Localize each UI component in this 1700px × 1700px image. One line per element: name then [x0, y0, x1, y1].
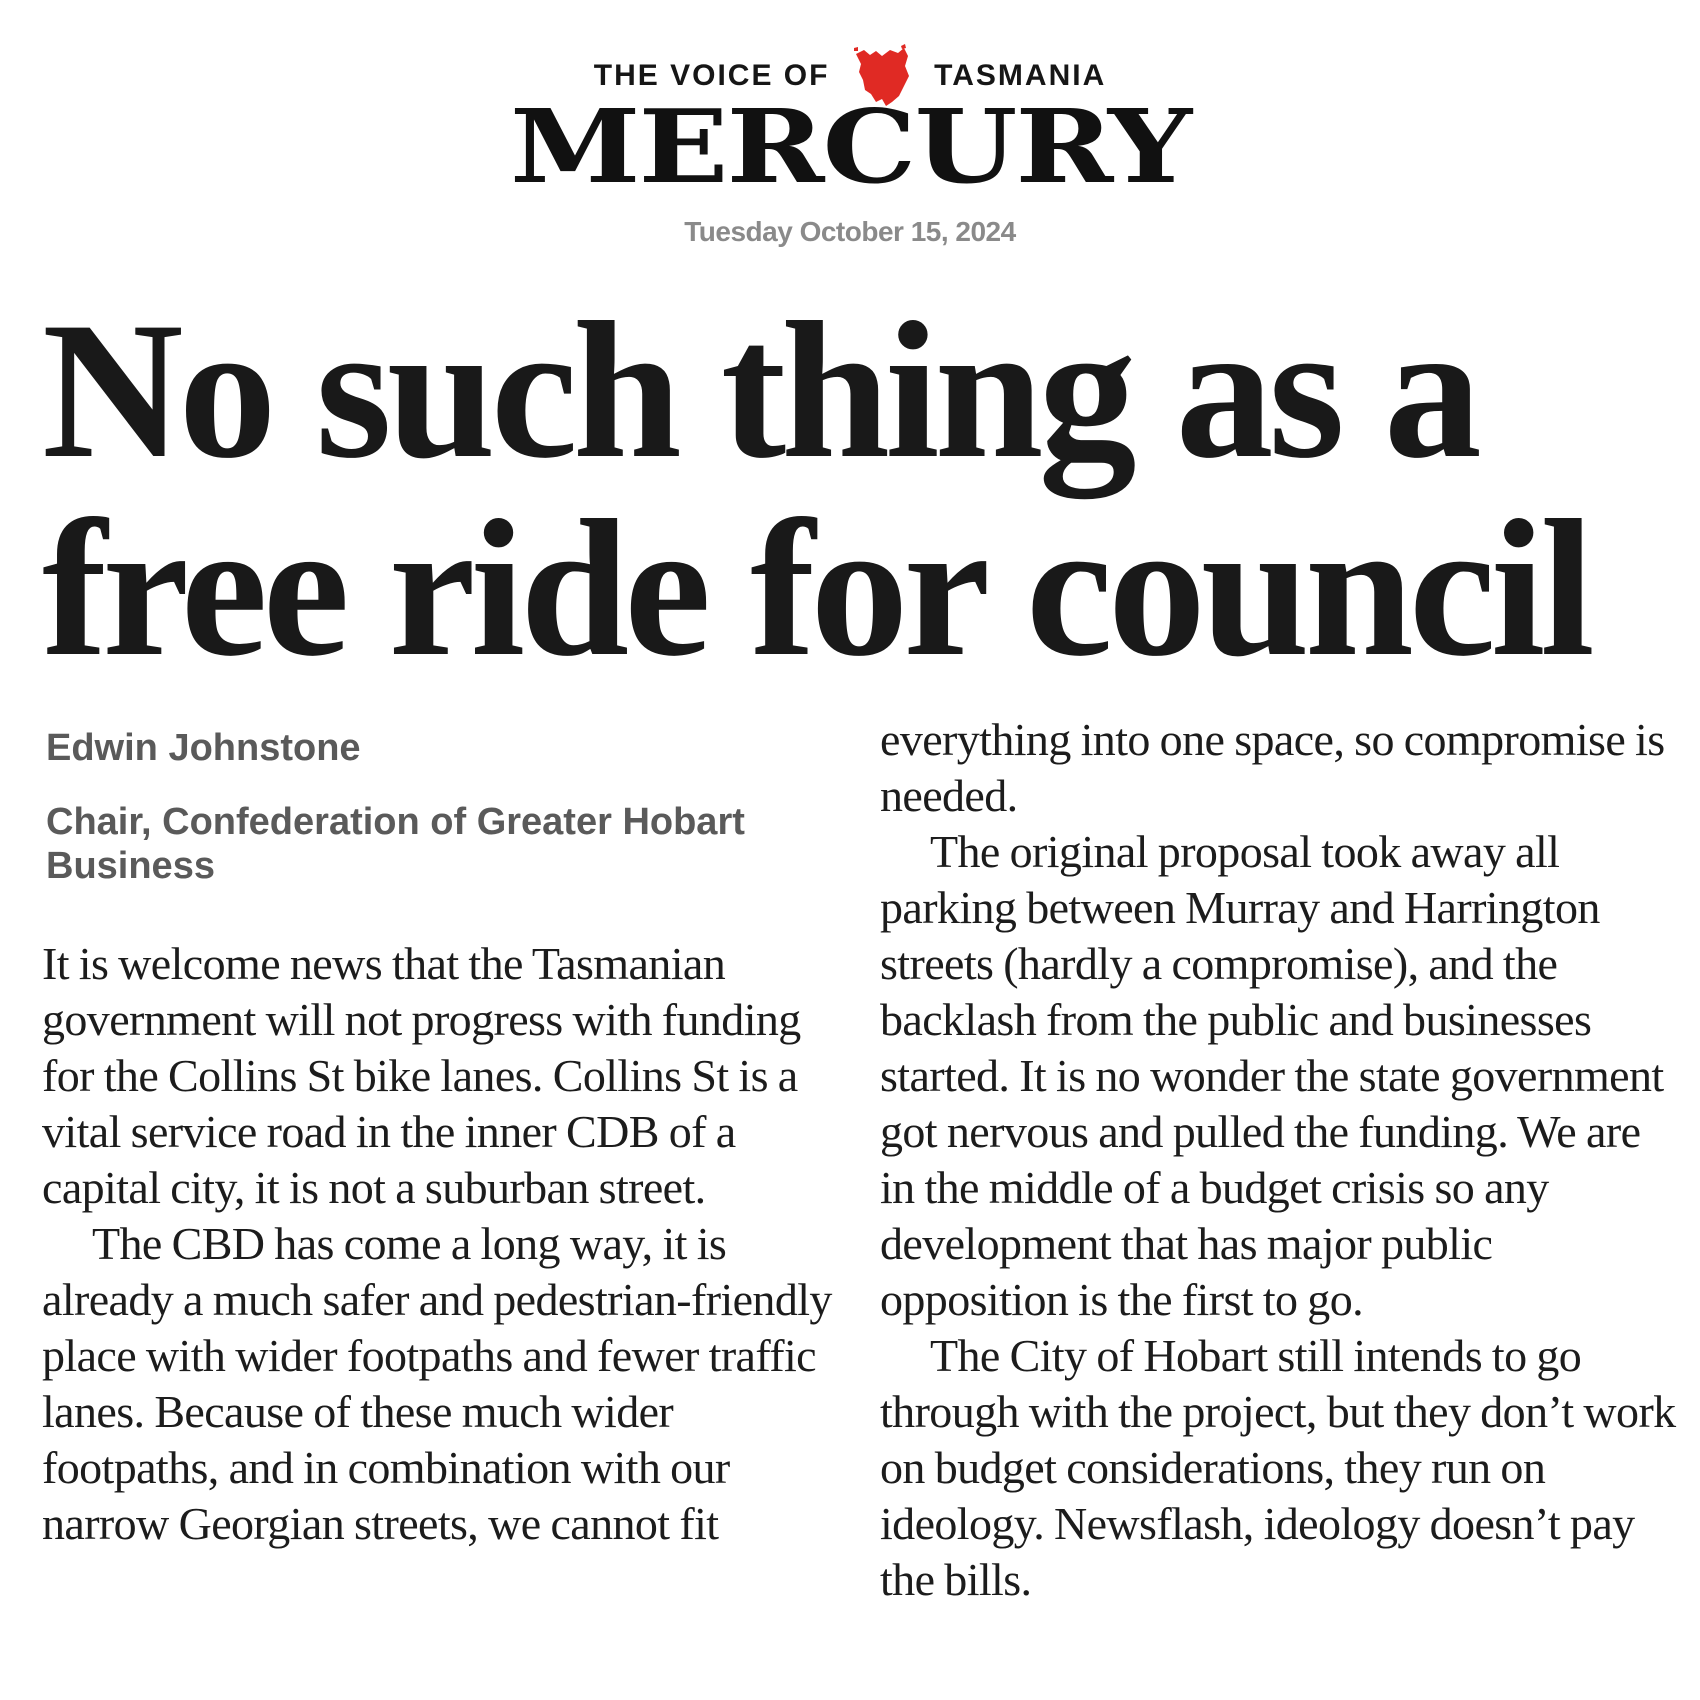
headline-line-2: free ride for council — [42, 480, 1590, 697]
paragraph: everything into one space, so compromise is needed. — [880, 714, 1665, 821]
paragraph: It is welcome news that the Tasmanian government will not progress with funding for the Collins St bike lanes. Collins St is a vital service road in the inner CDB of a capital city, it is not a suburban street. — [42, 938, 801, 1213]
headline-line-1: No such thing as a — [42, 282, 1477, 499]
publication-date: Tuesday October 15, 2024 — [684, 216, 1016, 247]
paragraph: The original proposal took away all parking between Murray and Harrington streets (hardly a compromise), and the backlash from the public and businesses started. It is no wonder the state government got nervous and pulled the funding. We are in the middle of a budget crisis so any development that has major public opposition is the first to go. — [880, 826, 1664, 1325]
paragraph: The City of Hobart still intends to go through with the project, but they don’t work on budget considerations, they run on ideology. Newsflash, ideology doesn’t pay the bills. — [880, 1330, 1676, 1605]
author-role: Chair, Confederation of Greater Hobart Business — [46, 801, 745, 887]
article-column-right — [880, 712, 1680, 1608]
article-headline — [42, 282, 1682, 697]
author-name: Edwin Johnstone — [46, 727, 361, 769]
tagline-left: THE VOICE OF — [593, 59, 830, 92]
paragraph: The CBD has come a long way, it is already a much safer and pedestrian-friendly place with wider footpaths and fewer traffic lanes. Because of these much wider footpaths, and in combination with our narrow Georgian streets, we cannot fit — [42, 1218, 832, 1549]
byline — [46, 726, 766, 888]
masthead — [0, 0, 1700, 260]
article-column-left — [42, 936, 842, 1552]
tagline-right: TASMANIA — [934, 59, 1107, 92]
newspaper-logo: MERCURY — [509, 86, 1191, 207]
